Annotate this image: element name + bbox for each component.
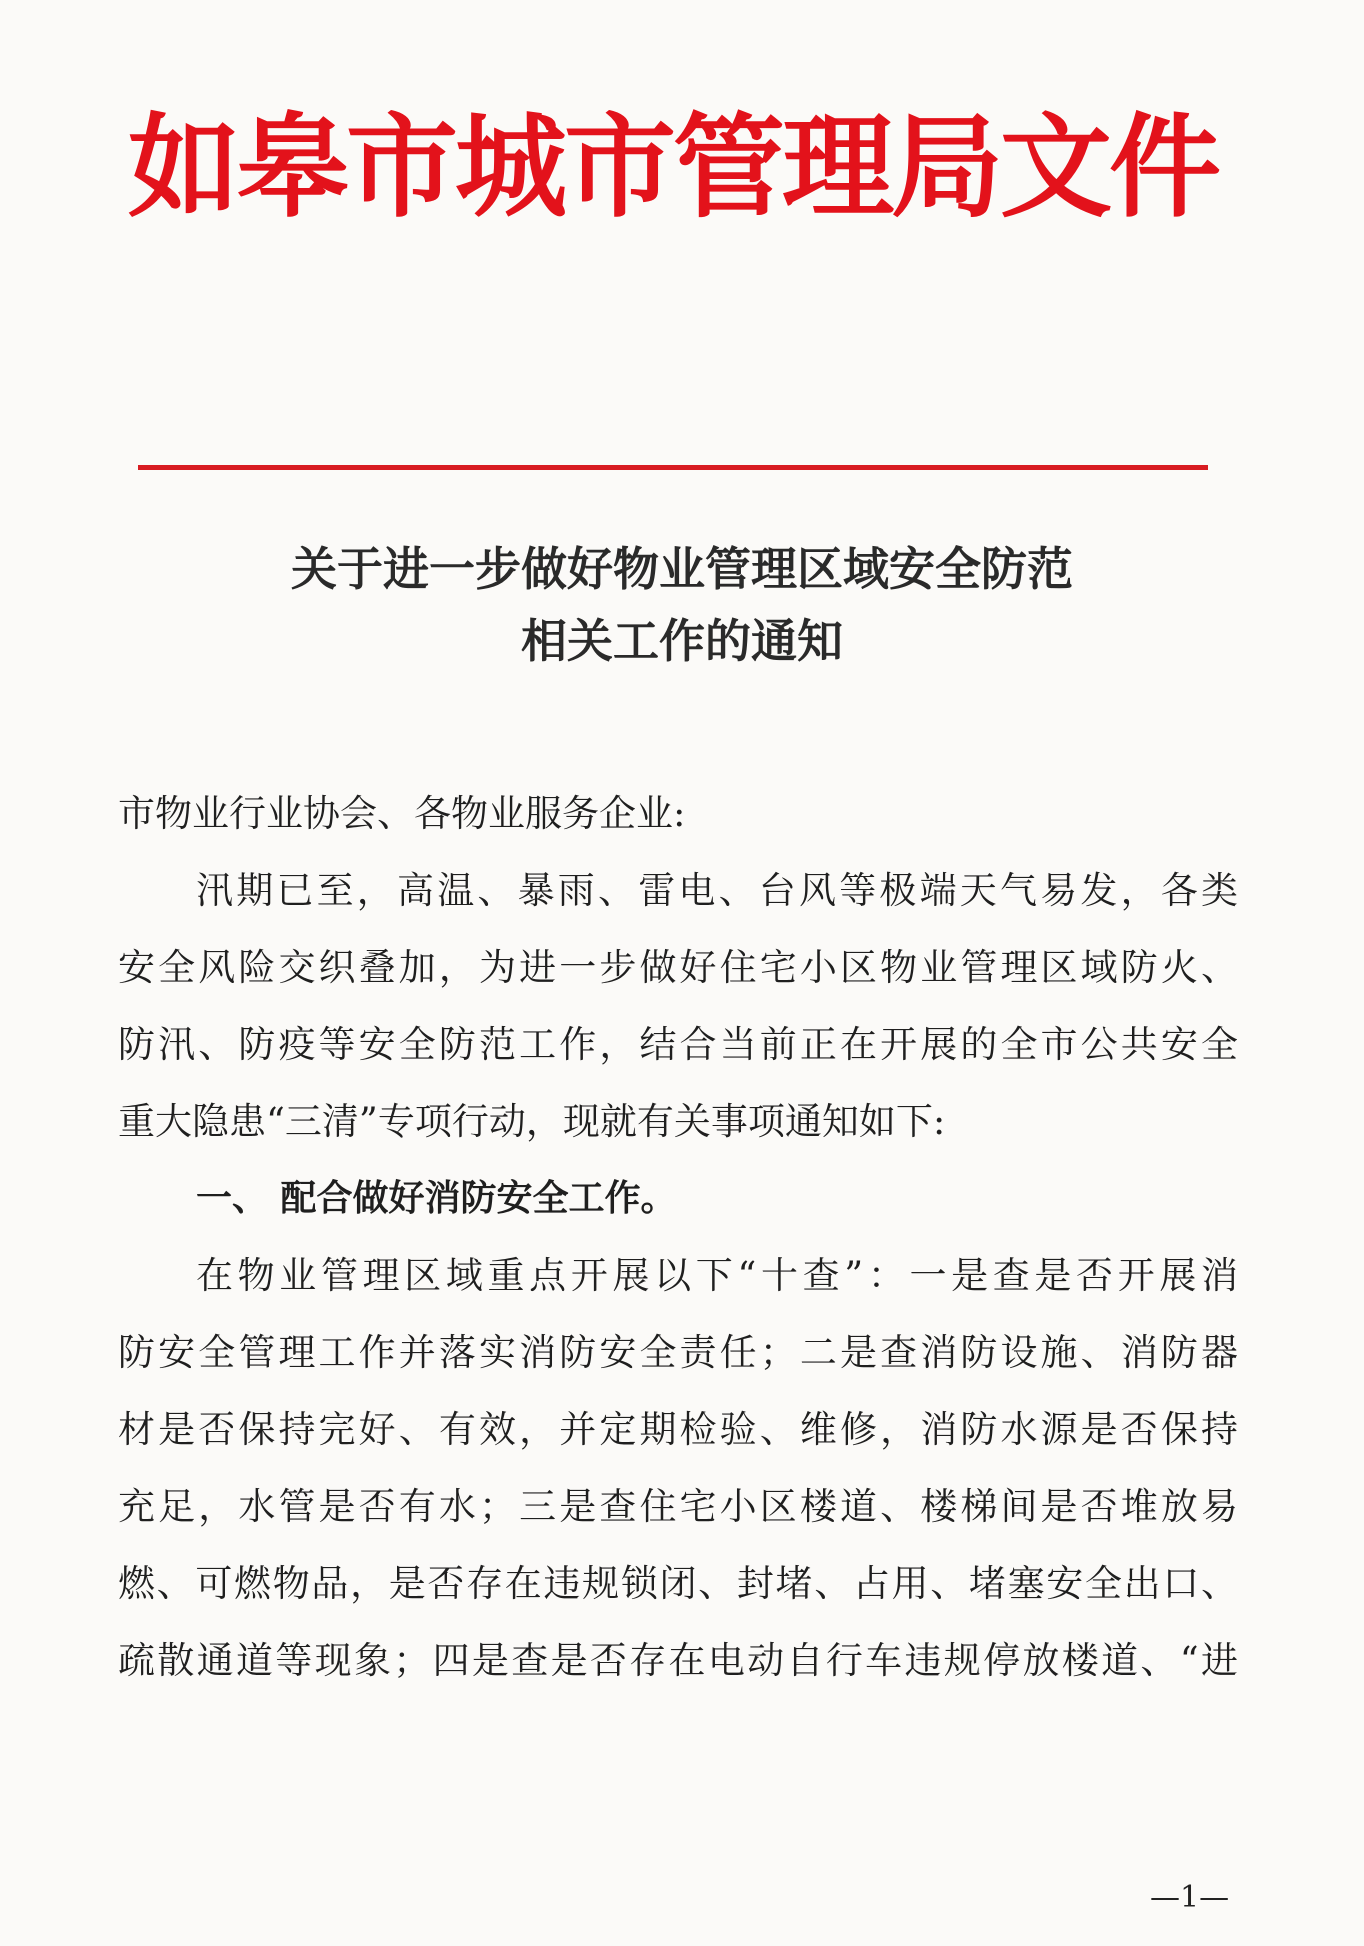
body-line: 燃、可燃物品，是否存在违规锁闭、封堵、占用、堵塞安全出口、 [118,1562,1238,1605]
red-divider-line [138,465,1208,470]
notice-title [0,533,1364,677]
body-line: 在物业管理区域重点开展以下“十查”：一是查是否开展消 [196,1254,1238,1297]
section-heading: 一、 配合做好消防安全工作。 [196,1178,677,1219]
page-number: —1— [1150,1880,1230,1915]
masthead-title: 如皋市城市管理局文件 [128,102,1218,233]
body-line: 安全风险交织叠加，为进一步做好住宅小区物业管理区域防火、 [118,946,1238,989]
body-line: 重大隐患“三清”专项行动，现就有关事项通知如下: [118,1100,946,1143]
body-line: 防安全管理工作并落实消防安全责任；二是查消防设施、消防器 [118,1331,1238,1374]
notice-title-line-1: 关于进一步做好物业管理区域安全防范 [291,542,1073,596]
body-line: 充足，水管是否有水；三是查住宅小区楼道、楼梯间是否堆放易 [118,1485,1238,1528]
body-line: 汛期已至，高温、暴雨、雷电、台风等极端天气易发，各类 [196,869,1238,912]
salutation: 市物业行业协会、各物业服务企业: [118,792,686,835]
body-line: 防汛、防疫等安全防范工作，结合当前正在开展的全市公共安全 [118,1023,1238,1066]
body-line: 材是否保持完好、有效，并定期检验、维修，消防水源是否保持 [118,1408,1238,1451]
notice-title-line-2: 相关工作的通知 [521,614,843,668]
notice-body [118,775,1238,1699]
body-line: 疏散通道等现象；四是查是否存在电动自行车违规停放楼道、“进 [118,1639,1238,1682]
